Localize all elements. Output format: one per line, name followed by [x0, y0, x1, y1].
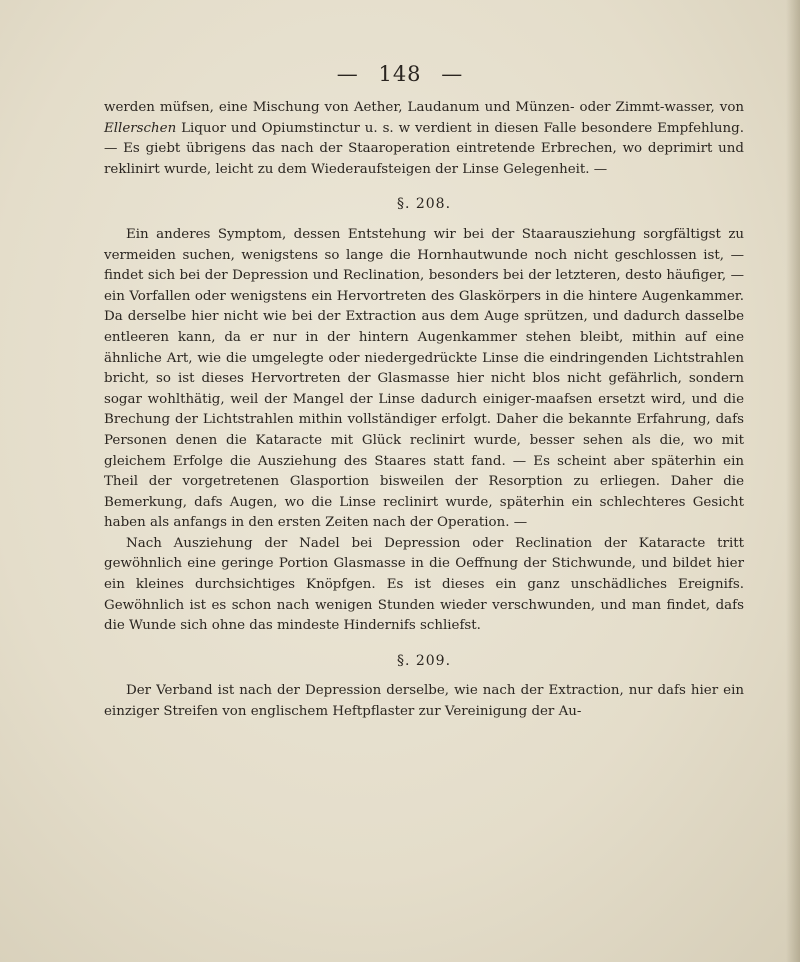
section-heading-209: §. 209.	[396, 652, 452, 669]
section-209-paragraph-1: Der Verband ist nach der Depression derselbe, wie nach der Extraction, nur dafs hier ein einziger Streifen von englischem Heftpflaster zur Vereinigung der Au-	[104, 683, 744, 720]
body-text	[104, 98, 744, 723]
page-number-dash-right: —	[441, 62, 464, 86]
page-edge-shadow	[786, 0, 800, 962]
section-heading-208: §. 208.	[396, 196, 452, 213]
paragraph-continued	[104, 98, 744, 180]
paragraph-text-after-emphasis: Liquor und Opiumstinctur u. s. w verdient in diesen Falle besondere Empfehlung. — Es giebt übrigens das nach der Staaroperation eintretende Erbrechen, wo deprimirt und reklinirt wurde, leicht zu dem Wiederaufsteigen der Linse Gelegenheit. —	[104, 120, 744, 177]
page-number: 148	[378, 62, 422, 86]
paragraph-text-before-emphasis: werden müfsen, eine Mischung von Aether, Laudanum und Münzen- oder Zimmt-wasser, von	[104, 100, 744, 115]
section-208-paragraph-2: Nach Ausziehung der Nadel bei Depression oder Reclination der Kataracte tritt gewöhnlich eine geringe Portion Glasmasse in die Oeffnung der Stichwunde, und bildet hier ein kleines durchsichtiges Knöpfgen. Es ist dieses ein ganz unschädliches Ereignifs. Gewöhnlich ist es schon nach wenigen Stunden wieder verschwunden, und man findet, dafs die Wunde sich ohne das mindeste Hindernifs schliefst.	[104, 535, 744, 634]
emphasized-name: Ellerschen	[104, 120, 177, 136]
page-number-line	[0, 62, 800, 86]
page-number-dash-left: —	[336, 62, 359, 86]
section-208-paragraph-1: Ein anderes Symptom, dessen Entstehung wir bei der Staarausziehung sorgfältigst zu vermeiden suchen, wenigstens so lange die Hornhautwunde noch nicht geschlossen ist, — findet sich bei der Depression und Reclination, besonders bei der letzteren, desto häufiger, — ein Vorfallen oder wenigstens ein Hervortreten des Glaskörpers in die hintere Augenkammer. Da derselbe hier nicht wie bei der Extraction aus dem Auge sprützen, und dadurch dasselbe entleeren kann, da er nur in der hintern Augenkammer stehen bleibt, mithin auf eine ähnliche Art, wie die umgelegte oder niedergedrückte Linse die eindringenden Lichtstrahlen bricht, so ist dieses Hervortreten der Glasmasse hier nicht blos nicht gefährlich, sondern sogar wohlthätig, weil der Mangel der Linse dadurch einiger-maafsen ersetzt wird, und die Brechung der Lichtstrahlen mithin vollständiger erfolgt. Daher die bekannte Erfahrung, dafs Personen denen die Kataracte mit Glück reclinirt wurde, besser sehen als die, wo mit gleichem Erfolge die Ausziehung des Staares statt fand. — Es scheint aber späterhin ein Theil der vorgetretenen Glasportion bisweilen der Resorption zu erliegen. Daher die Bemerkung, dafs Augen, wo die Linse reclinirt wurde, späterhin ein schlechteres Gesicht haben als anfangs in den ersten Zeiten nach der Operation. —	[104, 226, 744, 531]
